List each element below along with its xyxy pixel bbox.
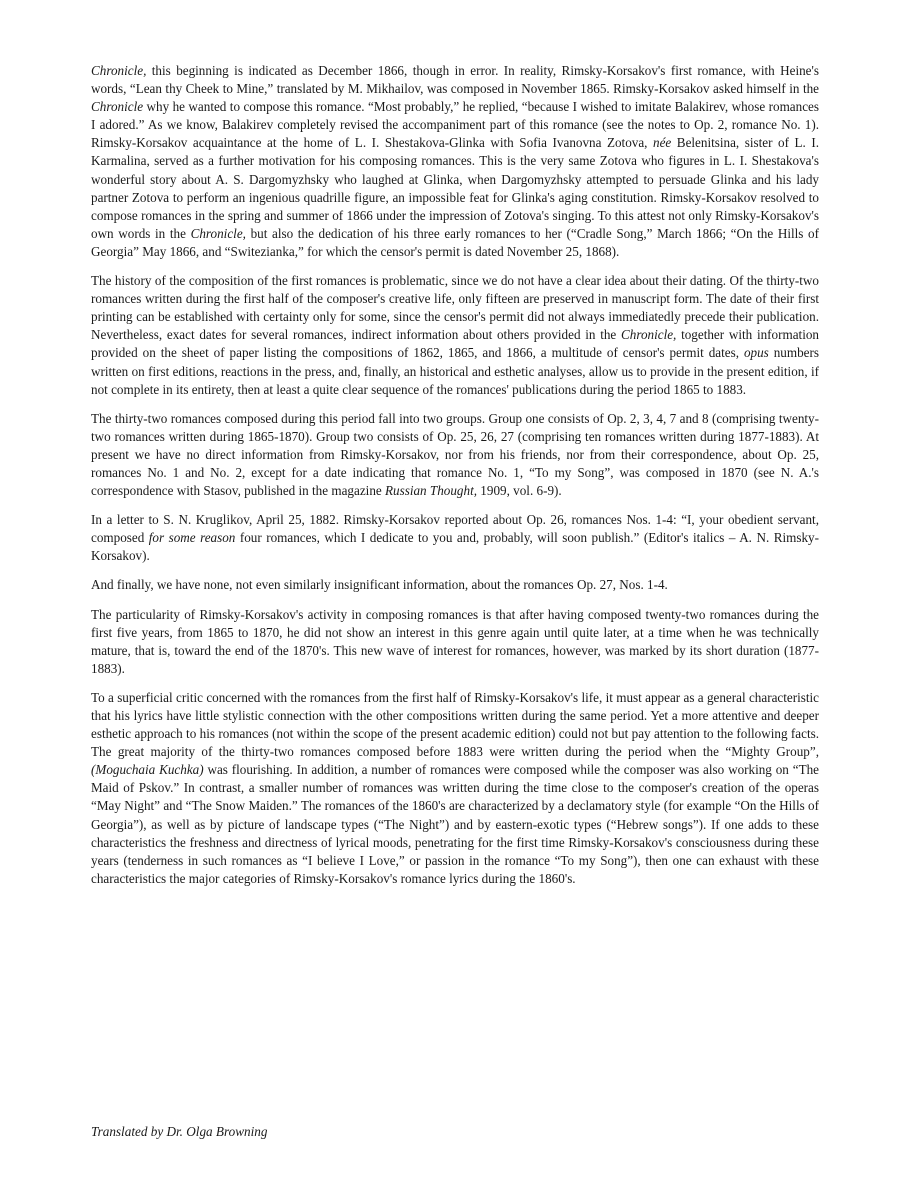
text-run: why he wanted to compose this romance. “Most probably,” he replied, “because I wished to imitate Balakirev, whose romances I adored.” As we know, Balakirev completely revised the accompaniment part of this romance (see the notes to Op. 2, romance No. 1). Rimsky-Korsakov acquaintance at the home of L. I. Shestakova-Glinka with Sofia Ivanovna Zotova, (91, 99, 819, 151)
paragraph-4 (91, 511, 819, 565)
paragraph-7 (91, 689, 819, 888)
paragraph-3 (91, 410, 819, 500)
document-body (91, 62, 819, 899)
text-run: The thirty-two romances composed during this period fall into two groups. Group one consists of Op. 2, 3, 4, 7 and 8 (comprising twenty-two romances written during 1865-1870). Group two consists of Op. 25, 26, 27 (comprising ten romances written during 1877-1883). At present we have no direct information from Rimsky-Korsakov, nor from his friends, nor from their correspondence, about Op. 25, romances No. 1 and No. 2, except for a date indicating that romance No. 1, “To my Song”, was composed in 1870 (see N. A.'s correspondence with Stasov, published in the magazine (91, 410, 819, 499)
text-run: And finally, we have none, not even similarly insignificant information, about the romances Op. 27, Nos. 1-4. (91, 577, 668, 593)
italic-text-run: for some reason (148, 530, 236, 546)
italic-text-run: Chronicle (91, 99, 144, 115)
text-run: The particularity of Rimsky-Korsakov's activity in composing romances is that after having composed twenty-two romances during the first five years, from 1865 to 1870, he did not show an interest in this genre again until quite later, at a time when he was technically mature, that is, toward the end of the 1870's. This new wave of interest for romances, however, was marked by its short duration (1877-1883). (91, 606, 819, 676)
italic-text-run: née (653, 135, 672, 151)
text-run: but also the dedication of his three early romances to her (“Cradle Song,” March 1866; “On the Hills of Georgia” May 1866, and “Switezianka,” for which the censor's permit is dated November 25, 1868). (91, 225, 819, 259)
translator-credit: Translated by Dr. Olga Browning (91, 1124, 268, 1139)
text-run: numbers written on first editions, reactions in the press, and, finally, an historical and esthetic analyses, allow us to provide in the present edition, if not complete in its entirety, then at least a quite clear sequence of the romances' publications during the period 1865 to 1883. (91, 345, 819, 397)
italic-text-run: Chronicle, (91, 63, 147, 78)
text-run: four romances, which I dedicate to you and, probably, will soon publish.” (Editor's italics – A. N. Rimsky-Korsakov). (91, 530, 819, 564)
italic-text-run: Chronicle, (190, 225, 246, 241)
italic-text-run: Russian Thought, (385, 483, 478, 499)
text-run: The history of the composition of the first romances is problematic, since we do not have a clear idea about their dating. Of the thirty-two romances written during the first half of the composer's creative life, only fifteen are preserved in manuscript form. The date of their first printing can be established with certainty only for some, since the censor's permit did not always immediatedly precede their publication. Nevertheless, exact dates for several romances, indirect information about others provided in the (91, 273, 819, 343)
text-run: this beginning is indicated as December 1866, though in error. In reality, Rimsky-Korsakov's first romance, with Heine's words, “Lean thy Cheek to Mine,” translated by M. Mikhailov, was composed in November 1865. Rimsky-Korsakov asked himself in the (91, 63, 819, 97)
italic-text-run: (Moguchaia Kuchka) (91, 762, 204, 778)
text-run: In a letter to S. N. Kruglikov, April 25, 1882. Rimsky-Korsakov reported about Op. 26, romances Nos. 1-4: “I, your obedient servant, composed (91, 512, 819, 546)
text-run: To a superficial critic concerned with the romances from the first half of Rimsky-Korsakov's life, it must appear as a general characteristic that his lyrics have little stylistic connection with the other compositions written during the same period. Yet a more attentive and deeper esthetic approach to his romances (not within the scope of the present academic edition) could not but pay attention to the following facts. The great majority of the thirty-two romances composed before 1883 were written during the period when the “Mighty Group”, (91, 689, 819, 760)
italic-text-run: opus (743, 345, 769, 361)
text-run: 1909, vol. 6-9). (477, 483, 562, 499)
paragraph-5 (91, 576, 819, 594)
italic-text-run: Chronicle, (620, 327, 677, 343)
paragraph-1 (91, 62, 819, 261)
text-run: together with information provided on the sheet of paper listing the compositions of 1862, 1865, and 1866, a multitude of censor's permit dates, (91, 327, 819, 361)
text-run: was flourishing. In addition, a number of romances were composed while the composer was also working on “The Maid of Pskov.” In contrast, a smaller number of romances was written during the time close to the composer's creation of the operas “May Night” and “The Snow Maiden.” The romances of the 1860's are characterized by a declamatory style (for example “On the Hills of Georgia”), as well as by picture of landscape types (“The Night”) and by eastern-exotic types (“Hebrew songs”). If one adds to these characteristics the freshness and directness of lyrical moods, penetrating for the first time Rimsky-Korsakov's consciousness during these years (tenderness in such romances as “I believe I Love,” or passion in the romance “To my Song”), then one can exhaust with these characteristics the major categories of Rimsky-Korsakov's romance lyrics during the 1860's. (91, 762, 819, 886)
paragraph-6 (91, 606, 819, 678)
paragraph-2 (91, 272, 819, 399)
text-run: Belenitsina, sister of L. I. Karmalina, served as a further motivation for his composing romances. This is the very same Zotova who figures in L. I. Shestakova's wonderful story about A. S. Dargomyzhsky who laughed at Glinka, when Dargomyzhsky attempted to persuade Glinka and his lady partner Zotova to perform an ingenious quadrille figure, an impossible feat for Glinka's aging constitution. Rimsky-Korsakov resolved to compose romances in the spring and summer of 1866 under the impression of Zotova's singing. To this attest not only Rimsky-Korsakov's own words in the (91, 135, 819, 241)
